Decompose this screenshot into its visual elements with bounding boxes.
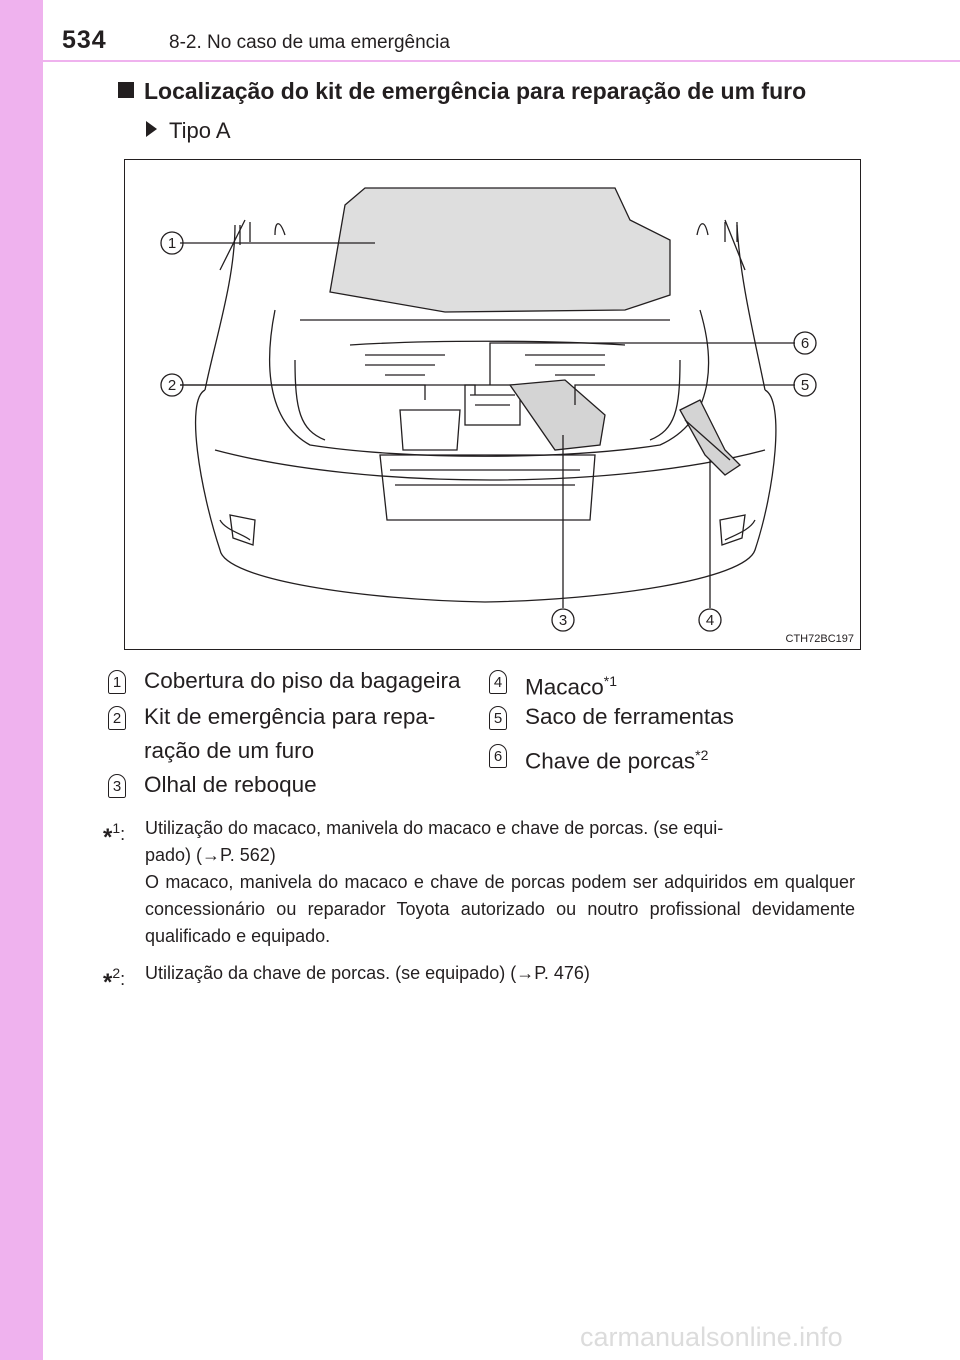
asterisk-icon: * bbox=[103, 824, 113, 851]
callout-1: 1 bbox=[167, 235, 177, 252]
type-label bbox=[146, 118, 231, 144]
section-heading bbox=[118, 78, 806, 105]
legend-text: Olhal de reboque bbox=[144, 772, 317, 797]
callout-4: 4 bbox=[705, 612, 715, 629]
legend-number: 6 bbox=[489, 744, 507, 768]
footnote-ref: 1 bbox=[609, 673, 618, 689]
footnote-line: Utilização da chave de porcas. (se equipado) (→P. 476) bbox=[145, 963, 590, 983]
legend-number: 2 bbox=[108, 706, 126, 730]
type-label-text: Tipo A bbox=[169, 118, 231, 143]
legend-text bbox=[525, 738, 708, 779]
footnote-number: 2 bbox=[112, 965, 121, 981]
legend-text: Saco de ferramentas bbox=[525, 704, 734, 729]
callout-2: 2 bbox=[167, 377, 177, 394]
footnote-line: Utilização do macaco, manivela do macaco e chave de porcas. (se equi- bbox=[145, 818, 724, 838]
page-number: 534 bbox=[62, 26, 107, 54]
watermark: carmanualsonline.info bbox=[580, 1322, 843, 1352]
legend-number: 4 bbox=[489, 670, 507, 694]
callout-6: 6 bbox=[800, 335, 810, 352]
footnote-mark: *$^1$: bbox=[103, 820, 126, 851]
footnote-2 bbox=[103, 960, 855, 996]
footnote-body bbox=[145, 815, 855, 950]
legend-text bbox=[525, 664, 617, 705]
header-rule bbox=[43, 60, 960, 62]
asterisk-icon: * bbox=[603, 673, 610, 689]
legend-text-line1: Kit de emergência para repa- bbox=[144, 704, 436, 729]
triangle-bullet-icon bbox=[146, 121, 157, 137]
legend-label: Chave de porcas bbox=[525, 748, 696, 774]
footnote-1 bbox=[103, 815, 855, 950]
chapter-title: 8-2. No caso de uma emergência bbox=[169, 32, 450, 53]
footnote-mark: *$^2$: bbox=[103, 965, 126, 996]
callout-5: 5 bbox=[800, 377, 810, 394]
figure-code: CTH72BC197 bbox=[785, 633, 854, 645]
asterisk-icon: * bbox=[695, 747, 701, 763]
trunk-drawing bbox=[125, 160, 860, 649]
legend-number: 5 bbox=[489, 706, 507, 730]
footnote-body bbox=[145, 960, 855, 987]
footnote-line: O macaco, manivela do macaco e chave de porcas podem ser adquiridos em qualquer concessionário ou reparador Toyota autorizado ou noutro profissional devidamente qualificado e equipado. bbox=[145, 872, 855, 946]
sidebar-band bbox=[0, 0, 43, 1360]
legend-number: 3 bbox=[108, 774, 126, 798]
footnote-ref: 2 bbox=[700, 747, 709, 763]
callout-3: 3 bbox=[558, 612, 568, 629]
trunk-illustration bbox=[124, 159, 861, 650]
square-bullet-icon bbox=[118, 82, 134, 98]
legend-text: Cobertura do piso da bagageira bbox=[144, 668, 461, 693]
footnote-number: 1 bbox=[112, 820, 121, 836]
section-heading-text: Localização do kit de emergência para reparação de um furo bbox=[144, 78, 807, 104]
asterisk-icon: * bbox=[103, 969, 113, 996]
legend-label: Macaco bbox=[525, 674, 604, 700]
legend-text-line2: ração de um furo bbox=[144, 738, 315, 763]
legend-number: 1 bbox=[108, 670, 126, 694]
footnote-line: pado) (→P. 562) bbox=[145, 845, 276, 865]
